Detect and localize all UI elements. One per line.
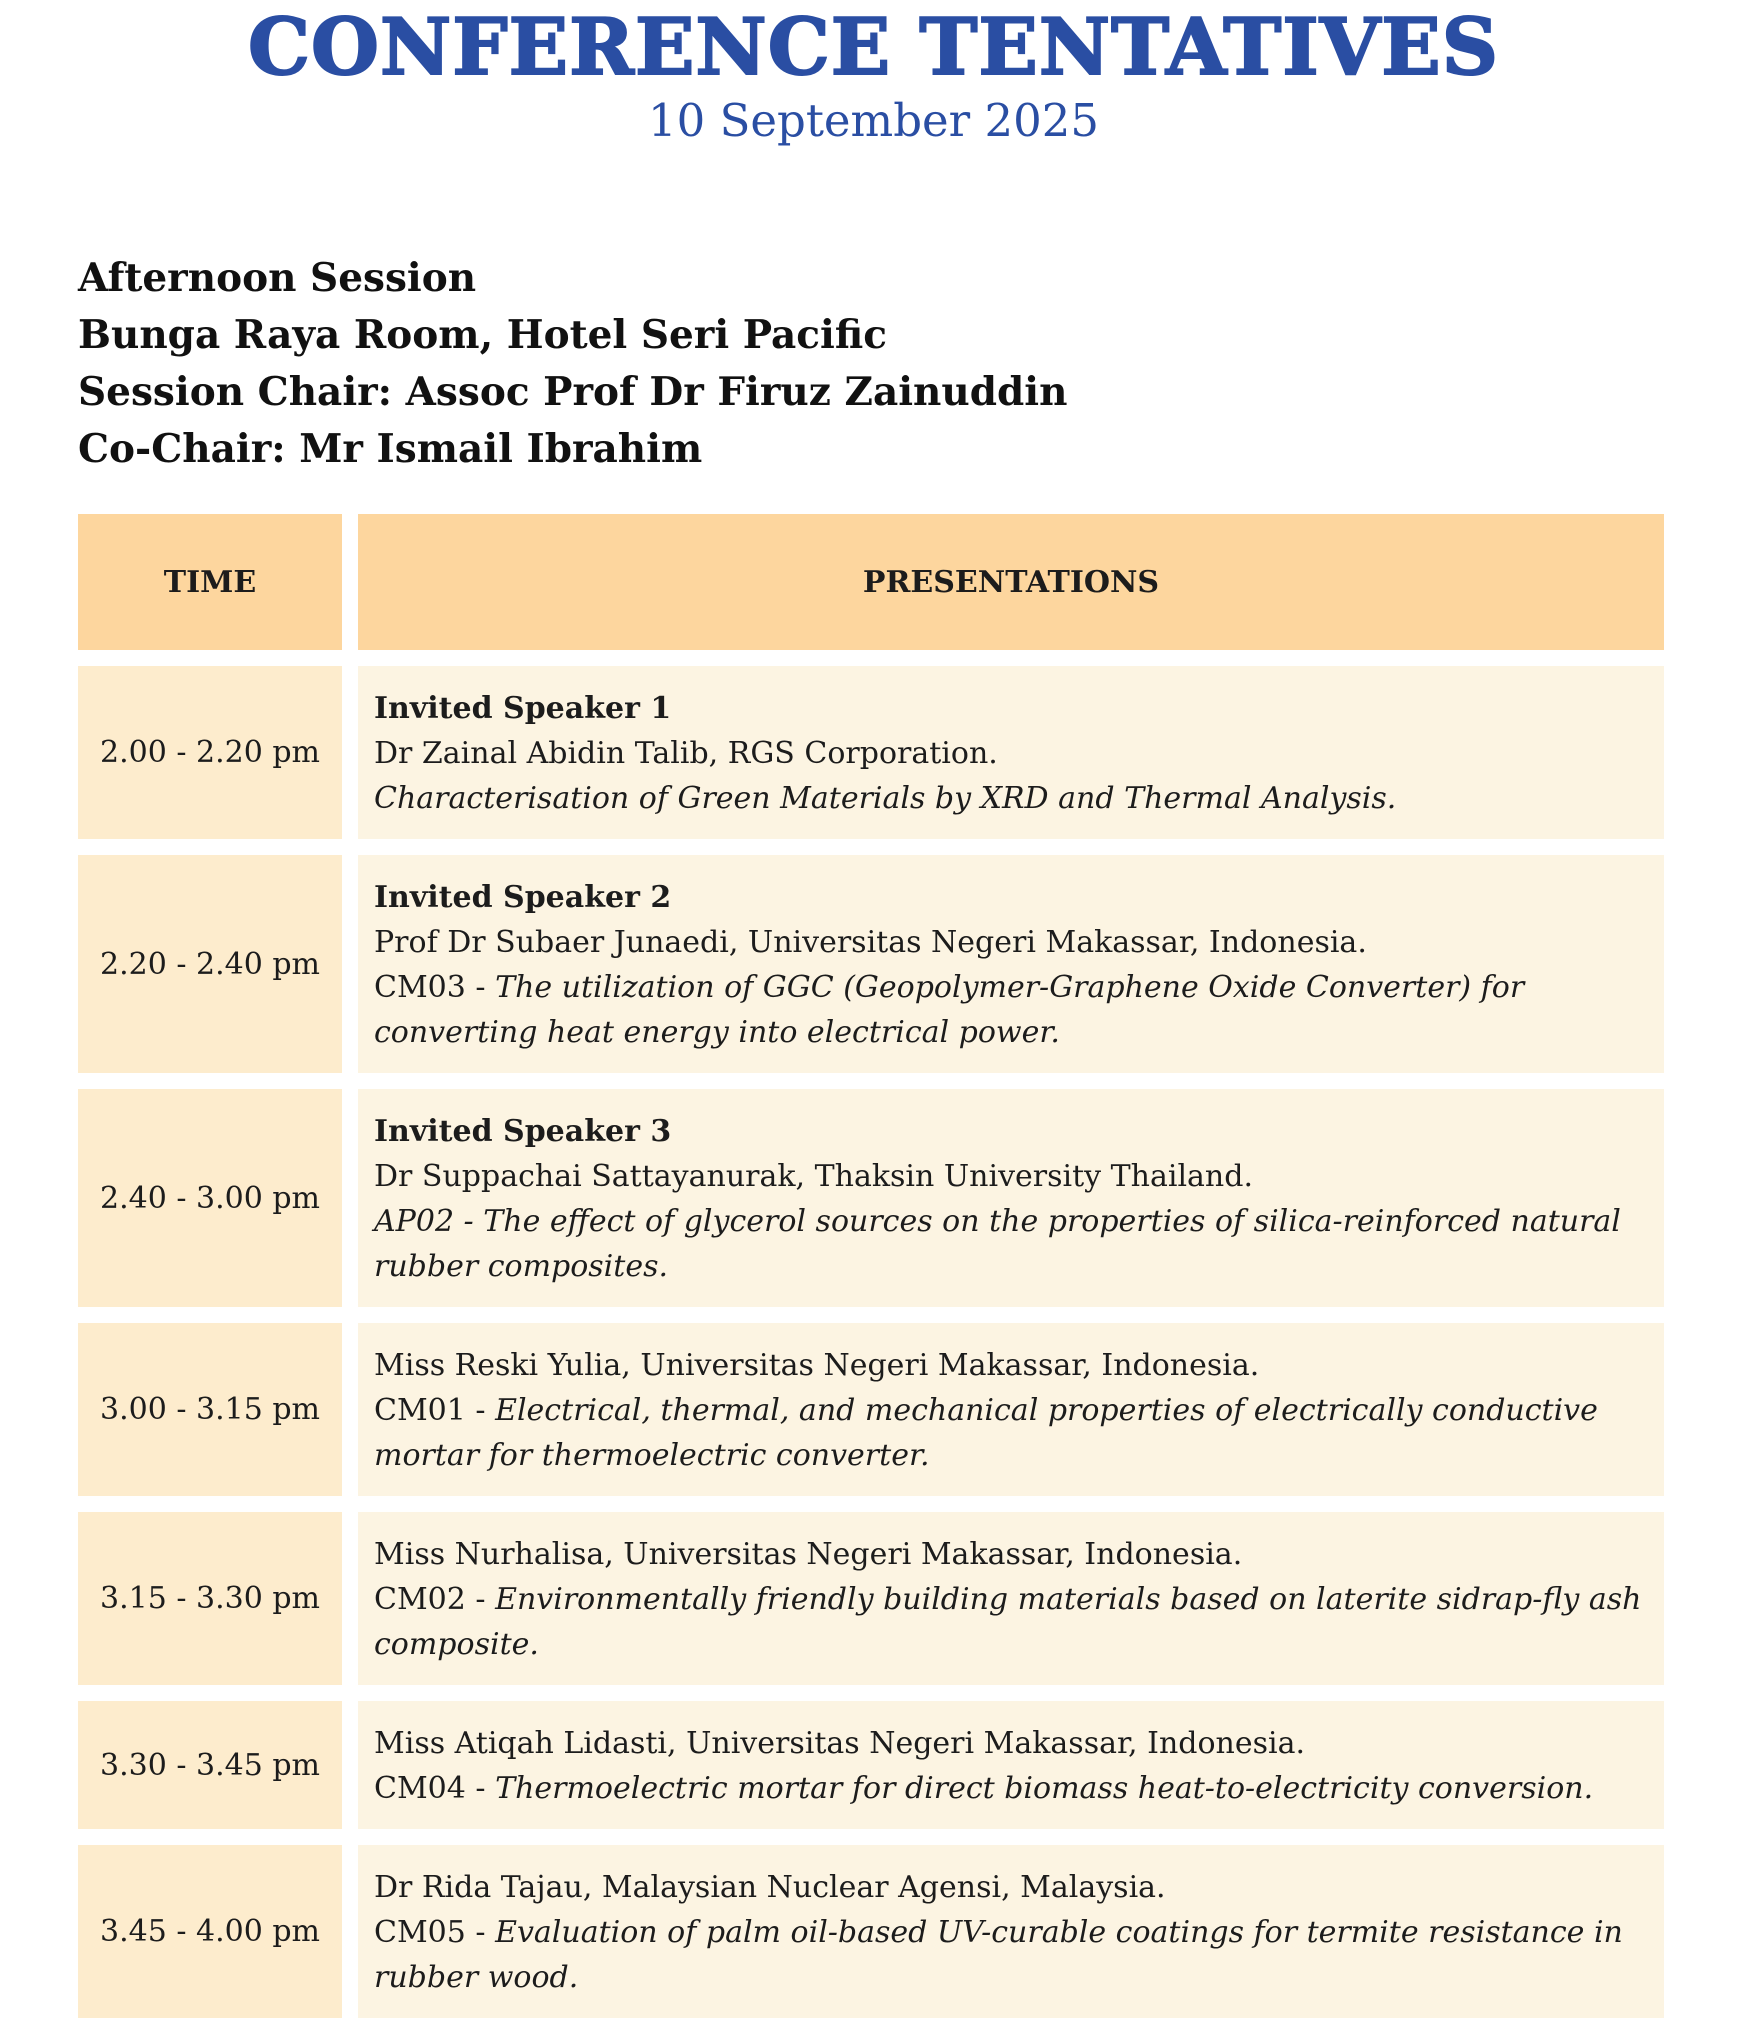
presentation-title: Environmentally friendly building materials based on laterite sidrap-fly ash composite.: [374, 1582, 1642, 1662]
speaker-name: Dr Zainal Abidin Talib, RGS Corporation.: [374, 736, 998, 771]
page-title: CONFERENCE TENTATIVES: [247, 2, 1500, 93]
session-venue: Bunga Raya Room, Hotel Seri Pacific: [78, 312, 887, 358]
presentation-title: AP02 - The effect of glycerol sources on the properties of silica-reinforced natural rubber composites.: [374, 1204, 1621, 1284]
paper-code: CM03 -: [374, 970, 496, 1005]
session-name: Afternoon Session: [78, 255, 477, 301]
table-row: [78, 1701, 1664, 1829]
presentation-cell: [358, 1512, 1664, 1685]
speaker-name: Miss Reski Yulia, Universitas Negeri Makassar, Indonesia.: [374, 1348, 1260, 1383]
presentation-cell: [358, 855, 1664, 1073]
speaker-name: Prof Dr Subaer Junaedi, Universitas Negeri Makassar, Indonesia.: [374, 925, 1367, 960]
time-cell: 3.00 - 3.15 pm: [78, 1323, 342, 1496]
presentation-title-line: [374, 1577, 1648, 1667]
paper-code: CM05 -: [374, 1915, 496, 1950]
presentation-title-line: [374, 1388, 1648, 1478]
time-cell: 2.20 - 2.40 pm: [78, 855, 342, 1073]
table-row: [78, 1512, 1664, 1685]
presentation-title: The utilization of GGC (Geopolymer-Graphene Oxide Converter) for converting heat energy into electrical power.: [374, 970, 1525, 1050]
presentation-cell: [358, 666, 1664, 839]
table-row: [78, 1089, 1664, 1307]
speaker-name: Miss Atiqah Lidasti, Universitas Negeri Makassar, Indonesia.: [374, 1726, 1306, 1761]
session-co-chair: Co-Chair: Mr Ismail Ibrahim: [78, 426, 703, 472]
schedule-table: [78, 514, 1664, 2034]
presentation-title: Thermoelectric mortar for direct biomass heat-to-electricity conversion.: [495, 1771, 1594, 1806]
presentation-title: Electrical, thermal, and mechanical properties of electrically conductive mortar for thermoelectric converter.: [374, 1393, 1598, 1473]
presentation-title: Evaluation of palm oil-based UV-curable coatings for termite resistance in rubber wood.: [374, 1915, 1623, 1995]
table-row: [78, 666, 1664, 839]
speaker-name: Dr Suppachai Sattayanurak, Thaksin University Thailand.: [374, 1159, 1253, 1194]
page-date: 10 September 2025: [648, 94, 1099, 147]
paper-code: CM01 -: [374, 1393, 496, 1428]
speaker-label: Invited Speaker 2: [374, 880, 672, 915]
column-header-time: TIME: [78, 514, 342, 650]
presentation-cell: [358, 1323, 1664, 1496]
presentation-cell: [358, 1089, 1664, 1307]
time-cell: 2.00 - 2.20 pm: [78, 666, 342, 839]
paper-code: CM04 -: [374, 1771, 496, 1806]
presentation-title-line: [374, 1910, 1648, 2000]
speaker-label: Invited Speaker 3: [374, 1114, 672, 1149]
presentation-title-line: [374, 1766, 1648, 1811]
table-row: [78, 1323, 1664, 1496]
table-row: [78, 1845, 1664, 2018]
presentation-cell: [358, 1845, 1664, 2018]
paper-code: CM02 -: [374, 1582, 496, 1617]
speaker-name: Miss Nurhalisa, Universitas Negeri Makassar, Indonesia.: [374, 1537, 1243, 1572]
time-cell: 2.40 - 3.00 pm: [78, 1089, 342, 1307]
session-info: [78, 250, 1067, 478]
presentation-title-line: [374, 776, 1648, 821]
table-row: [78, 855, 1664, 1073]
speaker-label: Invited Speaker 1: [374, 691, 672, 726]
speaker-name: Dr Rida Tajau, Malaysian Nuclear Agensi, Malaysia.: [374, 1870, 1166, 1905]
table-header-row: [78, 514, 1664, 650]
presentation-cell: [358, 1701, 1664, 1829]
session-chair: Session Chair: Assoc Prof Dr Firuz Zainuddin: [78, 369, 1068, 415]
presentation-title-line: [374, 965, 1648, 1055]
time-cell: 3.15 - 3.30 pm: [78, 1512, 342, 1685]
presentation-title: Characterisation of Green Materials by XRD and Thermal Analysis.: [374, 781, 1397, 816]
time-cell: 3.45 - 4.00 pm: [78, 1845, 342, 2018]
time-cell: 3.30 - 3.45 pm: [78, 1701, 342, 1829]
presentation-title-line: [374, 1199, 1648, 1289]
column-header-presentations: PRESENTATIONS: [358, 514, 1664, 650]
